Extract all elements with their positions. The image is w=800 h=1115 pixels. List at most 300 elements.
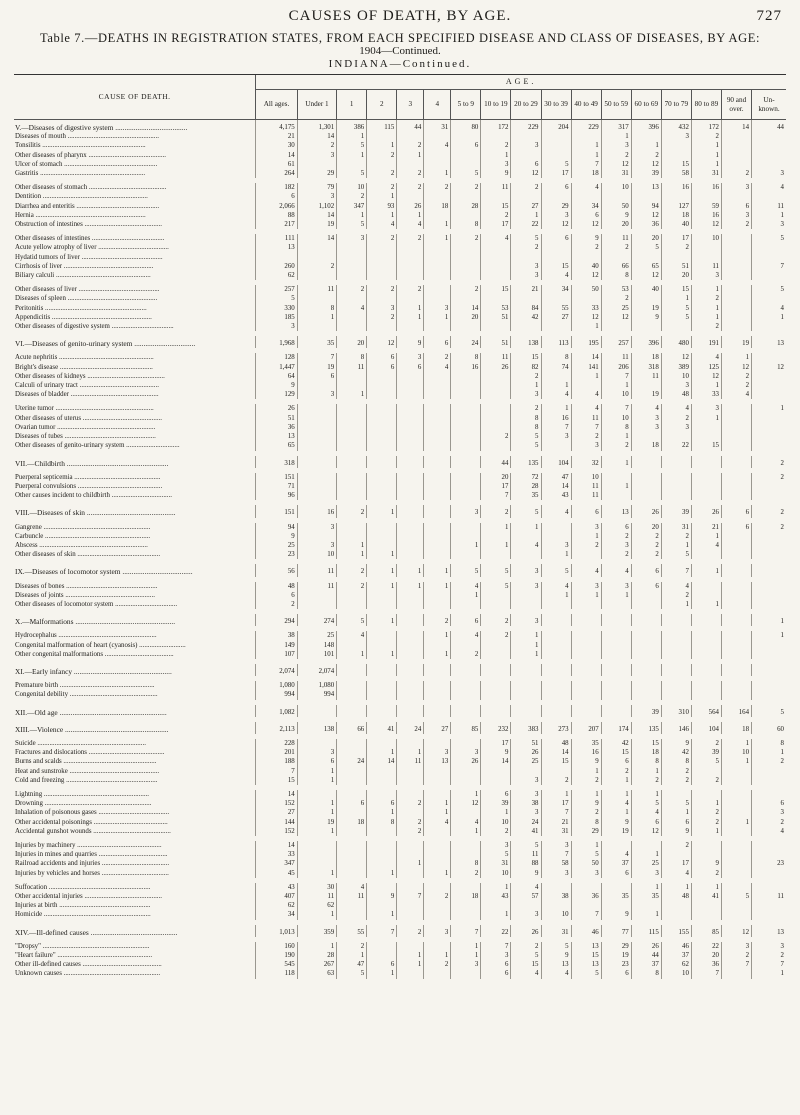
cause-row <box>14 650 786 659</box>
death-count: 44 <box>397 120 424 133</box>
death-count <box>601 600 631 609</box>
death-count <box>481 294 511 303</box>
cause-row <box>14 192 786 201</box>
death-count: 1,082 <box>256 705 298 717</box>
death-count <box>337 850 367 859</box>
death-count: 3 <box>511 790 541 799</box>
death-count: 5 <box>511 441 541 450</box>
death-count: 13 <box>541 960 571 969</box>
cause-row <box>14 243 786 252</box>
death-count: 19 <box>601 827 631 836</box>
death-count <box>451 850 481 859</box>
death-count <box>397 841 424 850</box>
death-count <box>367 473 397 482</box>
death-count <box>397 432 424 441</box>
death-count: 64 <box>256 372 298 381</box>
cause-row <box>14 220 786 229</box>
death-count: 1 <box>631 790 661 799</box>
death-count <box>337 441 367 450</box>
death-count: 3 <box>511 808 541 817</box>
death-count: 2 <box>752 456 786 468</box>
death-count: 25 <box>601 304 631 313</box>
death-count: 14 <box>541 482 571 491</box>
cause-row <box>14 294 786 303</box>
death-count <box>451 776 481 785</box>
death-count: 1 <box>571 532 601 541</box>
death-count: 111 <box>256 234 298 243</box>
death-count: 10 <box>661 372 691 381</box>
cause-label: Congenital malformation of heart (cyanosis) ........................... <box>15 641 186 649</box>
death-count <box>571 192 601 201</box>
death-count <box>752 664 786 676</box>
death-count <box>397 192 424 201</box>
death-count <box>511 132 541 141</box>
death-count <box>481 372 511 381</box>
death-count: 7 <box>691 969 721 978</box>
death-count <box>367 901 397 910</box>
death-count: 3 <box>752 220 786 229</box>
death-count: 12 <box>541 220 571 229</box>
death-count: 317 <box>601 120 631 133</box>
death-count: 1 <box>601 591 631 600</box>
death-count: 65 <box>631 262 661 271</box>
death-count: 12 <box>721 925 751 937</box>
cause-label: Other diseases of digestive system .................................... <box>15 323 174 331</box>
death-count <box>721 910 751 919</box>
death-count <box>397 550 424 559</box>
death-count <box>481 390 511 399</box>
death-count: 19 <box>297 818 336 827</box>
death-count <box>631 456 661 468</box>
death-count: 1 <box>451 591 481 600</box>
death-count: 160 <box>256 942 298 951</box>
death-count: 1 <box>337 650 367 659</box>
death-count: 155 <box>661 925 691 937</box>
death-count <box>481 132 511 141</box>
death-count: 12 <box>571 313 601 322</box>
death-count: 2 <box>424 614 451 626</box>
death-count: 8 <box>541 353 571 362</box>
death-count <box>451 664 481 676</box>
death-count: 20 <box>337 336 367 348</box>
death-count: 6 <box>631 564 661 576</box>
death-count: 22 <box>511 220 541 229</box>
death-count <box>367 243 397 252</box>
death-count: 1 <box>601 808 631 817</box>
death-count: 36 <box>691 960 721 969</box>
death-count <box>721 600 751 609</box>
running-head <box>14 8 786 26</box>
cause-row <box>14 473 786 482</box>
death-count: 46 <box>571 925 601 937</box>
death-count: 8 <box>631 969 661 978</box>
death-count <box>661 432 691 441</box>
death-count <box>541 681 571 690</box>
death-count <box>424 767 451 776</box>
death-count <box>367 883 397 892</box>
death-count <box>451 739 481 748</box>
death-count <box>397 776 424 785</box>
cause-row <box>14 739 786 748</box>
death-count <box>451 271 481 280</box>
death-count: 2 <box>571 776 601 785</box>
death-count: 1 <box>424 799 451 808</box>
death-count: 3 <box>481 160 511 169</box>
death-count: 36 <box>256 423 298 432</box>
death-count: 1 <box>752 404 786 413</box>
cause-label: XI.—Early infancy ..................................................... <box>15 666 172 676</box>
death-count: 6 <box>337 799 367 808</box>
death-count: 1 <box>601 776 631 785</box>
cause-row <box>14 827 786 836</box>
death-count: 7 <box>481 942 511 951</box>
death-count <box>601 841 631 850</box>
death-count <box>451 423 481 432</box>
death-count: 26 <box>631 505 661 517</box>
death-count: 2 <box>297 141 336 150</box>
death-count <box>691 550 721 559</box>
death-count: 1 <box>451 541 481 550</box>
death-count: 35 <box>631 892 661 901</box>
death-count: 1 <box>481 883 511 892</box>
death-count <box>367 790 397 799</box>
death-count: 14 <box>297 234 336 243</box>
death-count: 1 <box>451 942 481 951</box>
death-count: 18 <box>631 748 661 757</box>
death-count: 55 <box>337 925 367 937</box>
death-count <box>541 664 571 676</box>
death-count: 6 <box>367 960 397 969</box>
death-count: 27 <box>541 313 571 322</box>
death-count <box>297 850 336 859</box>
death-count: 84 <box>511 304 541 313</box>
death-count: 3 <box>297 151 336 160</box>
death-count: 43 <box>256 883 298 892</box>
death-count: 39 <box>661 505 691 517</box>
cause-row <box>14 160 786 169</box>
death-count: 2 <box>397 799 424 808</box>
cause-row <box>14 951 786 960</box>
death-count: 5 <box>631 243 661 252</box>
death-count <box>397 591 424 600</box>
death-count: 15 <box>691 441 721 450</box>
cause-row <box>14 432 786 441</box>
death-count: 11 <box>601 234 631 243</box>
death-count: 4 <box>752 183 786 192</box>
death-count: 22 <box>661 441 691 450</box>
cause-row <box>14 132 786 141</box>
death-count <box>752 390 786 399</box>
death-count <box>424 901 451 910</box>
death-count <box>397 322 424 331</box>
death-count <box>297 532 336 541</box>
death-count: 3 <box>297 541 336 550</box>
cause-label: "Heart failure" ....................................................... <box>15 952 153 960</box>
death-count: 3 <box>601 541 631 550</box>
death-count <box>297 432 336 441</box>
death-count: 1 <box>601 432 631 441</box>
death-count: 2 <box>721 220 751 229</box>
death-count: 3 <box>571 441 601 450</box>
death-count <box>541 132 571 141</box>
death-count <box>337 600 367 609</box>
death-count: 5 <box>511 234 541 243</box>
death-count <box>337 591 367 600</box>
death-count: 2 <box>397 285 424 294</box>
death-count: 25 <box>511 757 541 766</box>
death-count <box>337 767 367 776</box>
death-count: 5 <box>451 169 481 178</box>
death-count: 39 <box>631 169 661 178</box>
death-count: 8 <box>661 757 691 766</box>
death-count: 80 <box>451 120 481 133</box>
table-body <box>14 120 786 979</box>
death-count: 4 <box>601 850 631 859</box>
death-count <box>721 550 751 559</box>
death-count: 2 <box>424 892 451 901</box>
death-count: 3 <box>511 564 541 576</box>
death-count: 5 <box>511 505 541 517</box>
death-count: 8 <box>571 818 601 827</box>
death-count <box>541 372 571 381</box>
death-count: 4 <box>541 390 571 399</box>
column-header: 40 to 49 <box>571 90 601 120</box>
death-count <box>424 532 451 541</box>
death-count: 27 <box>256 808 298 817</box>
death-count: 146 <box>661 722 691 734</box>
cause-group-row <box>14 925 786 937</box>
death-count: 5 <box>541 942 571 951</box>
death-count <box>631 600 661 609</box>
column-header: All ages. <box>256 90 298 120</box>
death-count: 1 <box>367 550 397 559</box>
death-count: 2 <box>481 827 511 836</box>
death-count <box>451 883 481 892</box>
death-count <box>424 432 451 441</box>
death-count: 41 <box>691 892 721 901</box>
death-count <box>424 151 451 160</box>
death-count: 101 <box>297 650 336 659</box>
death-count: 3 <box>601 582 631 591</box>
death-count: 10 <box>481 869 511 878</box>
death-count: 7 <box>752 262 786 271</box>
death-count: 1 <box>297 776 336 785</box>
death-count: 20 <box>631 234 661 243</box>
cause-row <box>14 151 786 160</box>
cause-row <box>14 285 786 294</box>
death-count: 7 <box>601 372 631 381</box>
death-count: 4 <box>631 404 661 413</box>
death-count: 9 <box>631 313 661 322</box>
death-count: 2 <box>752 951 786 960</box>
death-count: 1 <box>481 808 511 817</box>
death-count <box>752 641 786 650</box>
death-count <box>424 883 451 892</box>
death-count: 206 <box>601 363 631 372</box>
death-count: 42 <box>511 313 541 322</box>
death-count <box>451 600 481 609</box>
death-count <box>631 322 661 331</box>
death-count: 25 <box>631 859 661 868</box>
table-caption: Table 7.—DEATHS IN REGISTRATION STATES, FROM EACH SPECIFIED DISEASE AND CLASS OF DISEASES, BY AGE: <box>39 31 761 45</box>
death-count: 16 <box>691 211 721 220</box>
death-count: 16 <box>451 363 481 372</box>
death-count: 4 <box>451 818 481 827</box>
death-count: 4 <box>511 883 541 892</box>
death-count <box>721 294 751 303</box>
death-count <box>337 641 367 650</box>
death-count: 2 <box>451 234 481 243</box>
cause-label: Other diseases of genito-urinary system ............................... <box>15 442 180 450</box>
cause-row <box>14 818 786 827</box>
death-count: 1 <box>691 883 721 892</box>
death-count <box>661 491 691 500</box>
death-count: 6 <box>721 202 751 211</box>
table-year: 1904—Continued. <box>359 45 441 57</box>
death-count: 1 <box>752 969 786 978</box>
death-count: 1 <box>691 381 721 390</box>
death-count <box>367 767 397 776</box>
death-count <box>481 591 511 600</box>
death-count <box>691 641 721 650</box>
death-count: 294 <box>256 614 298 626</box>
cause-row <box>14 253 786 262</box>
death-count: 50 <box>601 202 631 211</box>
death-count: 2 <box>752 473 786 482</box>
death-count <box>424 132 451 141</box>
death-count: 1 <box>337 541 367 550</box>
death-count <box>297 482 336 491</box>
death-count <box>661 141 691 150</box>
death-count <box>541 141 571 150</box>
death-count: 4 <box>661 869 691 878</box>
death-count: 22 <box>481 925 511 937</box>
death-count <box>721 313 751 322</box>
death-count: 38 <box>511 799 541 808</box>
cause-row <box>14 641 786 650</box>
death-count: 273 <box>541 722 571 734</box>
death-count <box>691 631 721 640</box>
death-count <box>337 414 367 423</box>
death-count: 3 <box>571 582 601 591</box>
death-count: 88 <box>256 211 298 220</box>
death-count: 18 <box>631 441 661 450</box>
death-count <box>752 841 786 850</box>
death-count: 318 <box>256 456 298 468</box>
death-count <box>511 705 541 717</box>
death-count <box>397 532 424 541</box>
death-count: 1 <box>397 313 424 322</box>
death-count: 1 <box>481 523 511 532</box>
death-count: 62 <box>297 901 336 910</box>
death-count: 480 <box>661 336 691 348</box>
death-count <box>631 681 661 690</box>
death-count: 15 <box>571 951 601 960</box>
deaths-by-age-table <box>14 74 786 979</box>
death-count <box>631 641 661 650</box>
death-count: 5 <box>571 969 601 978</box>
death-count: 5 <box>661 799 691 808</box>
death-count <box>397 262 424 271</box>
death-count: 9 <box>481 169 511 178</box>
death-count: 11 <box>511 850 541 859</box>
death-count <box>661 192 691 201</box>
death-count <box>691 423 721 432</box>
death-count: 2 <box>721 381 751 390</box>
death-count: 2 <box>397 169 424 178</box>
cause-row <box>14 808 786 817</box>
death-count <box>601 322 631 331</box>
death-count: 1 <box>511 211 541 220</box>
death-count: 7 <box>397 892 424 901</box>
running-head-title: CAUSES OF DEATH, BY AGE. <box>288 8 512 24</box>
death-count: 267 <box>297 960 336 969</box>
death-count: 7 <box>367 925 397 937</box>
death-count: 17 <box>481 220 511 229</box>
death-count <box>297 739 336 748</box>
death-count: 1 <box>541 550 571 559</box>
death-count: 9 <box>571 799 601 808</box>
death-count <box>721 631 751 640</box>
cause-label: Diarrhea and enteritis ................................................ <box>15 202 160 210</box>
death-count <box>571 883 601 892</box>
death-count <box>424 192 451 201</box>
death-count <box>752 160 786 169</box>
cause-label: Calculi of urinary tract .............................................. <box>15 382 159 390</box>
death-count <box>571 550 601 559</box>
death-count: 1 <box>397 582 424 591</box>
death-count: 1 <box>571 141 601 150</box>
death-count: 5 <box>661 304 691 313</box>
death-count: 51 <box>256 414 298 423</box>
death-count <box>601 883 631 892</box>
death-count: 260 <box>256 262 298 271</box>
death-count: 217 <box>256 220 298 229</box>
death-count <box>451 808 481 817</box>
death-count <box>631 253 661 262</box>
death-count: 1 <box>601 381 631 390</box>
death-count <box>337 808 367 817</box>
death-count <box>752 414 786 423</box>
death-count: 129 <box>256 390 298 399</box>
death-count <box>424 262 451 271</box>
death-count: 229 <box>571 120 601 133</box>
death-count: 1,080 <box>256 681 298 690</box>
death-count: 1,013 <box>256 925 298 937</box>
death-count: 1 <box>691 160 721 169</box>
death-count: 29 <box>601 942 631 951</box>
death-count: 4 <box>691 353 721 362</box>
death-count <box>481 381 511 390</box>
death-count: 257 <box>601 336 631 348</box>
death-count: 3 <box>297 523 336 532</box>
table-state: INDIANA—Continued. <box>328 58 472 70</box>
death-count: 164 <box>721 705 751 717</box>
death-count: 94 <box>631 202 661 211</box>
death-count: 12 <box>571 271 601 280</box>
cause-row <box>14 757 786 766</box>
death-count: 107 <box>256 650 298 659</box>
death-count <box>367 372 397 381</box>
death-count <box>367 322 397 331</box>
death-count <box>337 243 367 252</box>
death-count <box>481 404 511 413</box>
death-count <box>397 883 424 892</box>
death-count: 3 <box>511 390 541 399</box>
death-count: 2 <box>691 808 721 817</box>
death-count: 13 <box>601 505 631 517</box>
death-count: 61 <box>256 160 298 169</box>
